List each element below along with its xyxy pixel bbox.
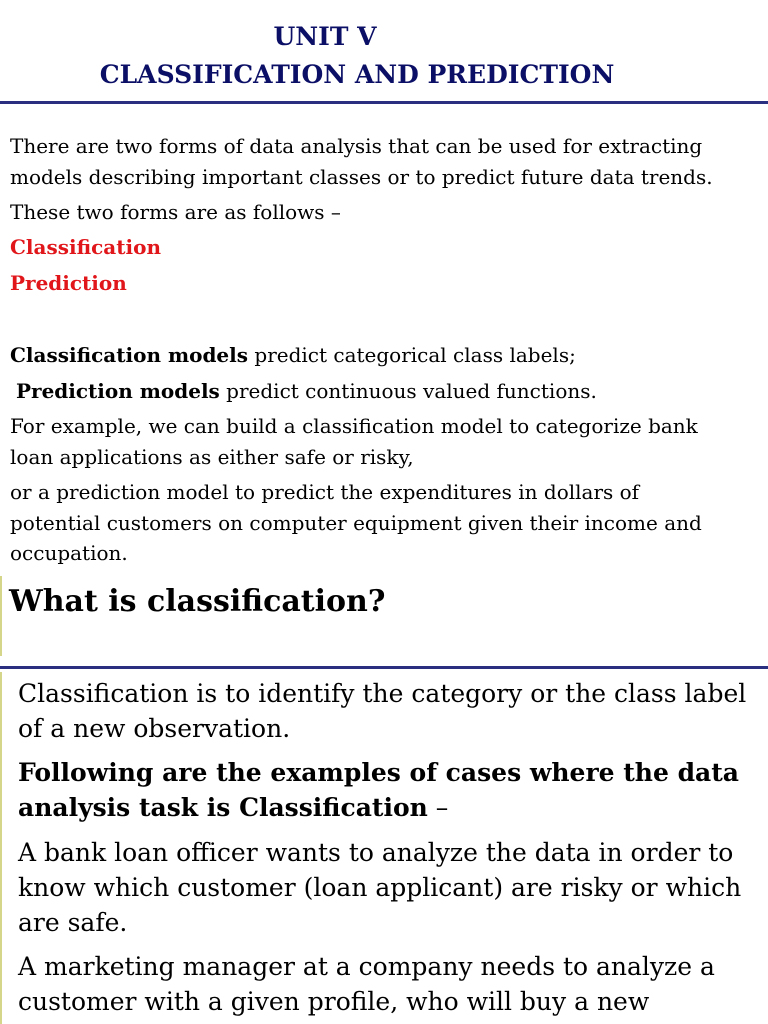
- form-prediction: Prediction: [10, 271, 127, 295]
- case-2-line-2: customer with a given profile, who will buy a new: [18, 987, 650, 1016]
- example-line-4: potential customers on computer equipment given their income and: [10, 511, 702, 535]
- case-1-line-1: A bank loan officer wants to analyze the data in order to: [18, 838, 734, 867]
- section-accent-bar: [0, 576, 2, 656]
- examples-intro-bold: analysis task is Classification: [18, 793, 428, 822]
- prediction-models-term: Prediction models: [16, 379, 220, 403]
- section-heading: What is classification?: [9, 584, 386, 619]
- unit-title: UNIT V: [273, 22, 377, 51]
- intro-line-2: models describing important classes or to predict future data trends.: [10, 165, 713, 189]
- classification-models-desc: predict categorical class labels;: [248, 343, 576, 367]
- page-title: CLASSIFICATION AND PREDICTION: [99, 60, 615, 89]
- content-accent-bar: [0, 672, 2, 1024]
- classification-models-term: Classification models: [10, 343, 249, 367]
- case-1-line-3: are safe.: [18, 908, 128, 937]
- case-2-line-1: A marketing manager at a company needs to analyze a: [18, 952, 715, 981]
- definition-line-2: of a new observation.: [18, 714, 291, 743]
- example-line-2: loan applications as either safe or risky,: [10, 445, 414, 469]
- example-line-1: For example, we can build a classification model to categorize bank: [10, 414, 698, 438]
- prediction-models-desc: predict continuous valued functions.: [219, 379, 597, 403]
- examples-intro-line-1: Following are the examples of cases where the data: [18, 758, 739, 787]
- examples-intro-dash: –: [427, 793, 449, 822]
- classification-models-line: [10, 340, 760, 370]
- example-line-3: or a prediction model to predict the expenditures in dollars of: [10, 480, 640, 504]
- prediction-models-line: [16, 376, 766, 406]
- intro-line-3: These two forms are as follows –: [10, 200, 341, 224]
- examples-intro-line-2: [18, 790, 758, 825]
- definition-line-1: Classification is to identify the category or the class label: [18, 679, 747, 708]
- case-1-line-2: know which customer (loan applicant) are risky or which: [18, 873, 742, 902]
- form-classification: Classification: [10, 235, 161, 259]
- title-divider: [0, 101, 768, 104]
- intro-line-1: There are two forms of data analysis that can be used for extracting: [10, 134, 703, 158]
- section-divider: [0, 666, 768, 669]
- example-line-5: occupation.: [10, 541, 128, 565]
